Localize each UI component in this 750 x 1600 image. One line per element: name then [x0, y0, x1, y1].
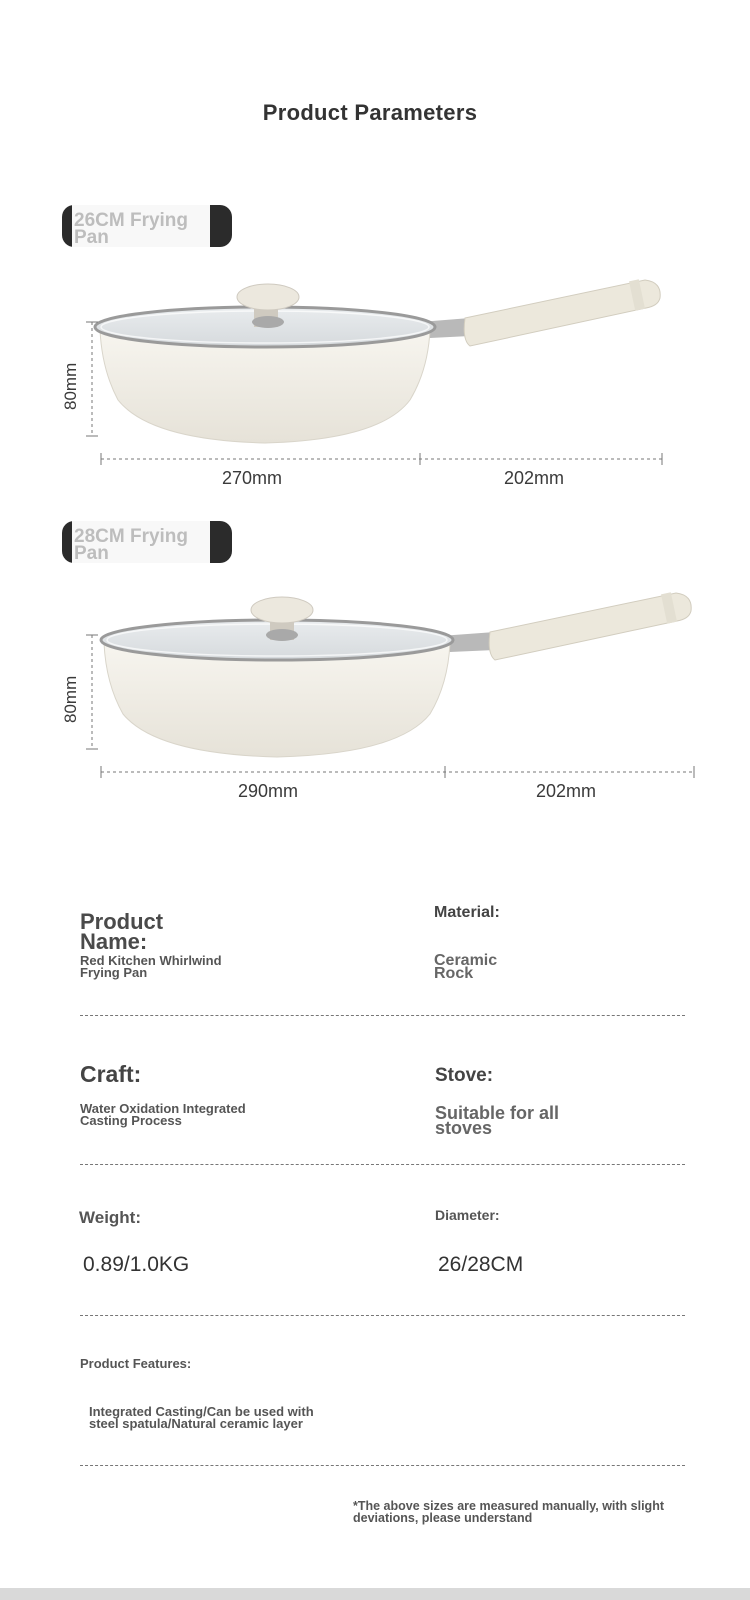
size-tag-28cm	[62, 521, 232, 563]
pan-28cm-illustration	[86, 592, 694, 778]
size-tag-label: 28CM Frying Pan	[74, 526, 189, 564]
pan-body-width-label: 270mm	[222, 468, 283, 488]
divider	[80, 1015, 685, 1016]
pan-handle-length-label: 202mm	[536, 781, 597, 801]
product-name-label: Product Name:	[80, 909, 164, 954]
features-label: Product Features:	[80, 1356, 192, 1371]
stove-label: Stove:	[435, 1065, 494, 1086]
pan-handle-length-label: 202mm	[504, 468, 565, 488]
measurement-footnote: *The above sizes are measured manually, with slight deviations, please understand	[353, 1499, 664, 1525]
material-value: Ceramic Rock	[434, 952, 498, 982]
pan-body-width-label: 290mm	[238, 781, 299, 801]
pan-handle	[420, 279, 660, 346]
craft-value: Water Oxidation Integrated Casting Process	[80, 1101, 246, 1128]
weight-label: Weight:	[79, 1208, 142, 1227]
material-label: Material:	[434, 904, 500, 921]
page-title: Product Parameters	[262, 100, 478, 125]
bottom-bar	[0, 1588, 750, 1600]
pan-height-label: 80mm	[61, 362, 80, 410]
product-name-value: Red Kitchen Whirlwind Frying Pan	[80, 953, 222, 980]
pan-height-label: 80mm	[61, 675, 80, 723]
divider	[80, 1315, 685, 1316]
craft-label: Craft:	[80, 1061, 142, 1087]
features-value: Integrated Casting/Can be used with steel spatula/Natural ceramic layer	[89, 1404, 314, 1431]
diameter-value: 26/28CM	[438, 1253, 524, 1276]
weight-value: 0.89/1.0KG	[83, 1253, 190, 1276]
stove-value: Suitable for all stoves	[435, 1103, 560, 1138]
pan-handle	[440, 592, 691, 660]
diameter-label: Diameter:	[435, 1207, 500, 1223]
size-tag-label: 26CM Frying Pan	[74, 210, 189, 248]
divider	[80, 1465, 685, 1466]
divider	[80, 1164, 685, 1165]
